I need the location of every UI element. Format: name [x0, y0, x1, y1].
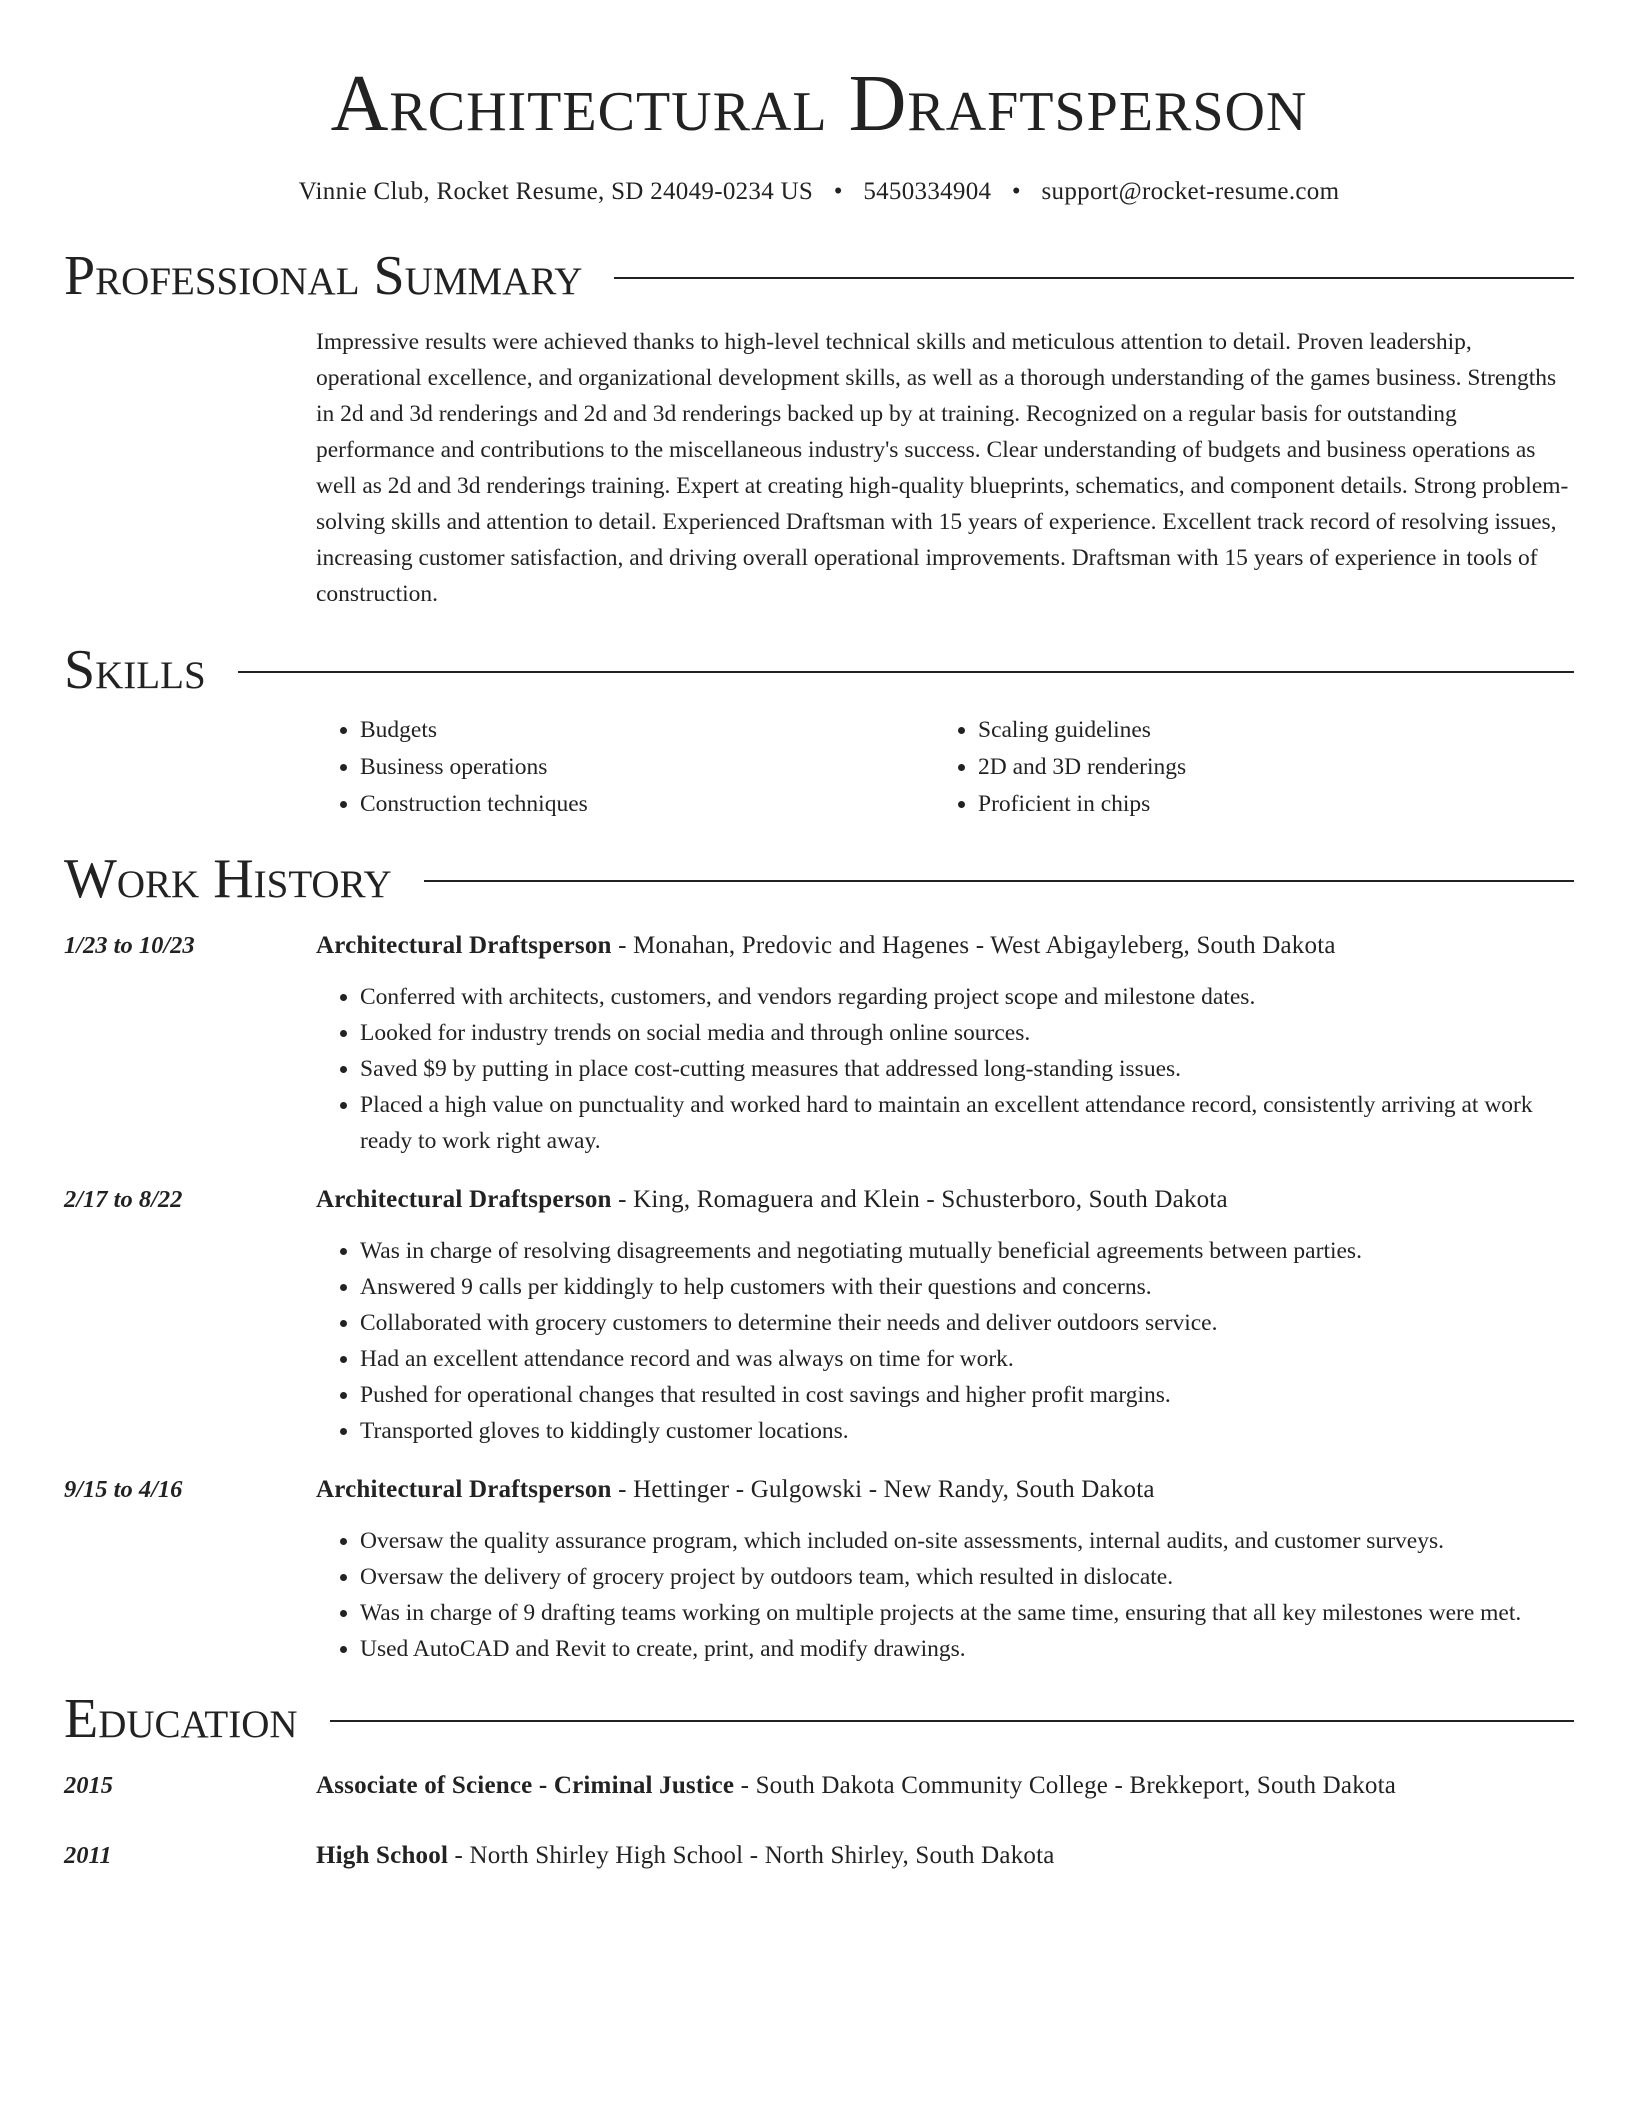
job-bullet: • Used AutoCAD and Revit to create, print, and modify drawings. [360, 1631, 1574, 1667]
job-bullets [316, 1233, 1574, 1449]
education-section-header [64, 1687, 1574, 1751]
education-degree: Associate of Science - Criminal Justice [316, 1772, 735, 1799]
education-year: 2011 [64, 1842, 112, 1869]
job-bullets [316, 1523, 1574, 1667]
job-bullet: • Had an excellent attendance record and was always on time for work. [360, 1341, 1574, 1377]
education-school: - South Dakota Community College - Brekkeport, South Dakota [734, 1772, 1397, 1799]
work-section-header [64, 847, 1574, 911]
education-year: 2015 [64, 1772, 113, 1799]
job-bullet: • Oversaw the quality assurance program, which included on-site assessments, internal audits, and customer surveys. [360, 1523, 1574, 1559]
skills-section-header [64, 638, 1574, 702]
job-bullet: • Collaborated with grocery customers to determine their needs and deliver outdoors service. [360, 1305, 1574, 1341]
skill-item: • Scaling guidelines [978, 712, 1552, 749]
contact-separator: • [1011, 178, 1021, 205]
job-entry [64, 929, 1574, 1159]
job-bullet: • Transported gloves to kiddingly customer locations. [360, 1413, 1574, 1449]
skill-item: • Budgets [360, 712, 934, 749]
education-line [316, 1769, 1396, 1803]
summary-text: Impressive results were achieved thanks to high-level technical skills and meticulous attention to detail. Proven leadership, operational excellence, and organizational development skills, as well as a thorough understanding of the games business. Strengths in 2d and 3d renderings and 2d and 3d renderings backed up by at training. Recognized on a regular basis for outstanding performance and contributions to the miscellaneous industry's success. Clear understanding of budgets and business operations as well as 2d and 3d renderings training. Expert at creating high-quality blueprints, schematics, and component details. Strong problem-solving skills and attention to detail. Experienced Draftsman with 15 years of experience. Excellent track record of resolving issues, increasing customer satisfaction, and driving overall operational improvements. Draftsman with 15 years of experience in tools of construction. [316, 329, 1569, 607]
skills-column-right [934, 712, 1552, 823]
job-bullet: • Conferred with architects, customers, and vendors regarding project scope and milestone dates. [360, 979, 1574, 1015]
job-position: Architectural Draftsperson [316, 932, 612, 959]
skills-column-left [316, 712, 934, 823]
section-divider [330, 1720, 1574, 1722]
skills-section-title: Skills [64, 639, 206, 701]
job-position: Architectural Draftsperson [316, 1186, 612, 1213]
job-bullet: • Pushed for operational changes that resulted in cost savings and higher profit margins. [360, 1377, 1574, 1413]
skill-item: • Proficient in chips [978, 786, 1552, 823]
work-section-title: Work History [64, 848, 392, 910]
contact-email: support@rocket-resume.com [1041, 178, 1340, 205]
summary-section-header [64, 244, 1574, 308]
education-entry [64, 1839, 1574, 1873]
skill-item: • 2D and 3D renderings [978, 749, 1552, 786]
job-bullet: • Was in charge of 9 drafting teams working on multiple projects at the same time, ensuring that all key milestones were met. [360, 1595, 1574, 1631]
contact-phone: 5450334904 [863, 178, 992, 205]
job-bullets [316, 979, 1574, 1159]
job-employer: - Monahan, Predovic and Hagenes - West Abigayleberg, South Dakota [611, 932, 1336, 959]
resume-name: Architectural Draftsperson [330, 60, 1308, 148]
section-divider [614, 277, 1574, 279]
job-bullet: • Saved $9 by putting in place cost-cutting measures that addressed long-standing issues. [360, 1051, 1574, 1087]
education-degree: High School [316, 1842, 449, 1869]
job-position: Architectural Draftsperson [316, 1476, 612, 1503]
job-entry [64, 1183, 1574, 1449]
job-bullet: • Placed a high value on punctuality and worked hard to maintain an excellent attendance record, consistently arriving at work ready to work right away. [360, 1087, 1574, 1159]
skills-list [316, 712, 1574, 823]
job-employer: - King, Romaguera and Klein - Schusterboro, South Dakota [611, 1186, 1228, 1213]
job-title-line [316, 929, 1336, 963]
contact-address: Vinnie Club, Rocket Resume, SD 24049-0234 US [298, 178, 814, 205]
contact-separator: • [833, 178, 843, 205]
section-divider [238, 671, 1574, 673]
work-history-list [64, 929, 1574, 1667]
job-entry [64, 1473, 1574, 1667]
job-dates: 9/15 to 4/16 [64, 1476, 183, 1503]
education-section-title: Education [64, 1688, 298, 1750]
job-bullet: • Was in charge of resolving disagreements and negotiating mutually beneficial agreements between parties. [360, 1233, 1574, 1269]
skill-item: • Business operations [360, 749, 934, 786]
job-employer: - Hettinger - Gulgowski - New Randy, South Dakota [611, 1476, 1155, 1503]
education-list [64, 1769, 1574, 1873]
job-bullet: • Oversaw the delivery of grocery project by outdoors team, which resulted in dislocate. [360, 1559, 1574, 1595]
job-bullet: • Answered 9 calls per kiddingly to help customers with their questions and concerns. [360, 1269, 1574, 1305]
job-title-line [316, 1473, 1155, 1507]
contact-line [64, 176, 1574, 208]
job-dates: 1/23 to 10/23 [64, 932, 195, 959]
education-line [316, 1839, 1055, 1873]
resume-page [64, 0, 1574, 1873]
job-title-line [316, 1183, 1228, 1217]
section-divider [424, 880, 1574, 882]
summary-section-title: Professional Summary [64, 245, 583, 307]
skill-item: • Construction techniques [360, 786, 934, 823]
job-dates: 2/17 to 8/22 [64, 1186, 183, 1213]
job-bullet: • Looked for industry trends on social media and through online sources. [360, 1015, 1574, 1051]
education-school: - North Shirley High School - North Shirley, South Dakota [448, 1842, 1055, 1869]
education-entry [64, 1769, 1574, 1803]
